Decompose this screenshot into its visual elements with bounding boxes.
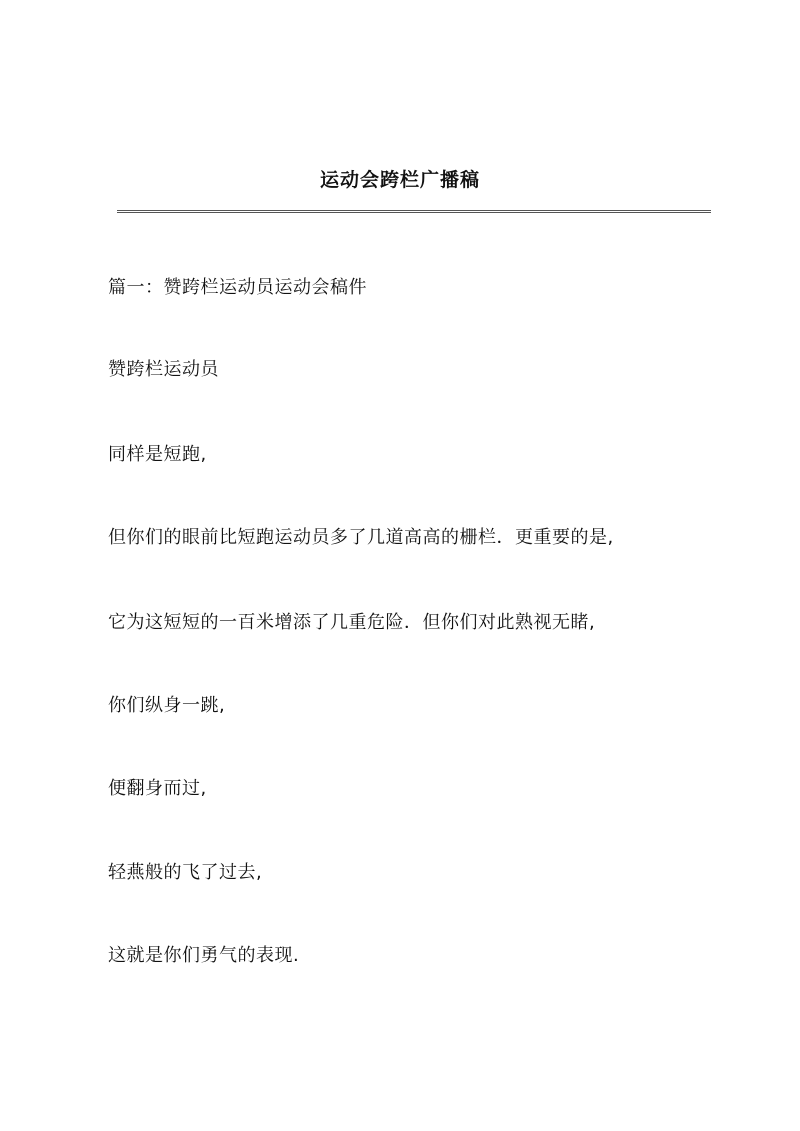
paragraph-9: 这就是你们勇气的表现.: [108, 945, 300, 966]
paragraph-6: 你们纵身一跳,: [108, 695, 226, 716]
document-title: 运动会跨栏广播稿: [319, 169, 480, 191]
paragraph-1: 篇一：赞跨栏运动员运动会稿件: [108, 277, 367, 298]
paragraph-7: 便翻身而过,: [108, 778, 207, 799]
paragraph-5: 它为这短短的一百米增添了几重危险．但你们对此熟视无睹,: [108, 612, 596, 633]
title-divider: [117, 210, 711, 213]
paragraph-4: 但你们的眼前比短跑运动员多了几道高高的栅栏．更重要的是,: [108, 527, 614, 548]
paragraph-3: 同样是短跑,: [108, 444, 207, 465]
paragraph-2: 赞跨栏运动员: [108, 359, 219, 380]
paragraph-8: 轻燕般的飞了过去,: [108, 862, 263, 883]
